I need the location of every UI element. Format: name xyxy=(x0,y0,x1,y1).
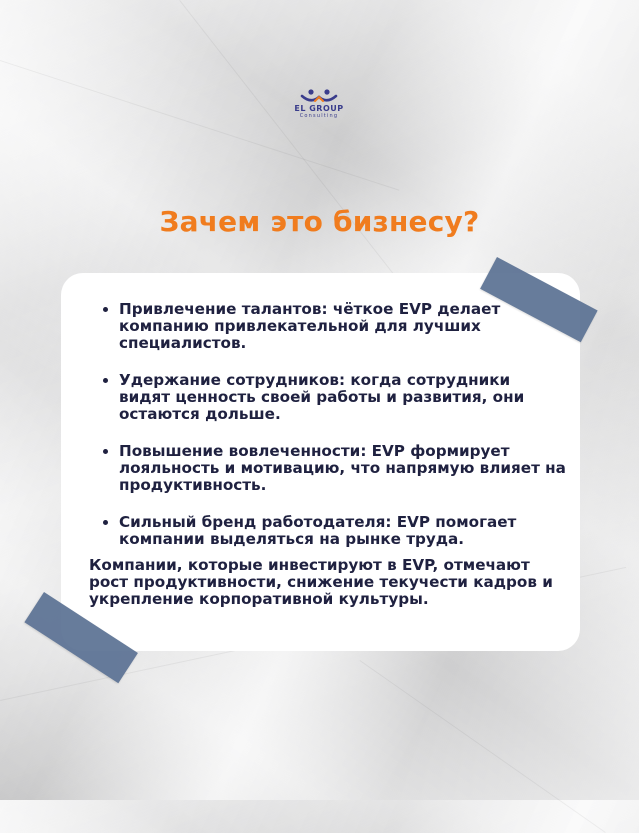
bullet-list xyxy=(101,301,566,568)
logo xyxy=(283,88,355,130)
two-people-icon xyxy=(299,88,339,104)
summary-paragraph: Компании, которые инвестируют в EVP, отмечают рост продуктивности, снижение текучести кадров и укрепление корпоративной культуры. xyxy=(89,556,553,608)
list-item: Повышение вовлеченности: EVP формирует лояльность и мотивацию, что напрямую влияет на продуктивность. xyxy=(101,443,566,494)
logo-name: EL GROUP xyxy=(294,104,344,113)
paper-crease xyxy=(359,660,605,833)
page-title: Зачем это бизнесу? xyxy=(159,205,480,238)
list-item: Сильный бренд работодателя: EVP помогает компании выделяться на рынке труда. xyxy=(101,514,566,548)
list-item: Удержание сотрудников: когда сотрудники видят ценность своей работы и развития, они остаются дольше. xyxy=(101,372,566,423)
content-card xyxy=(61,273,580,651)
list-item: Привлечение талантов: чёткое EVP делает компанию привлекательной для лучших специалистов. xyxy=(101,301,566,352)
logo-subtitle: Consulting xyxy=(299,113,339,119)
